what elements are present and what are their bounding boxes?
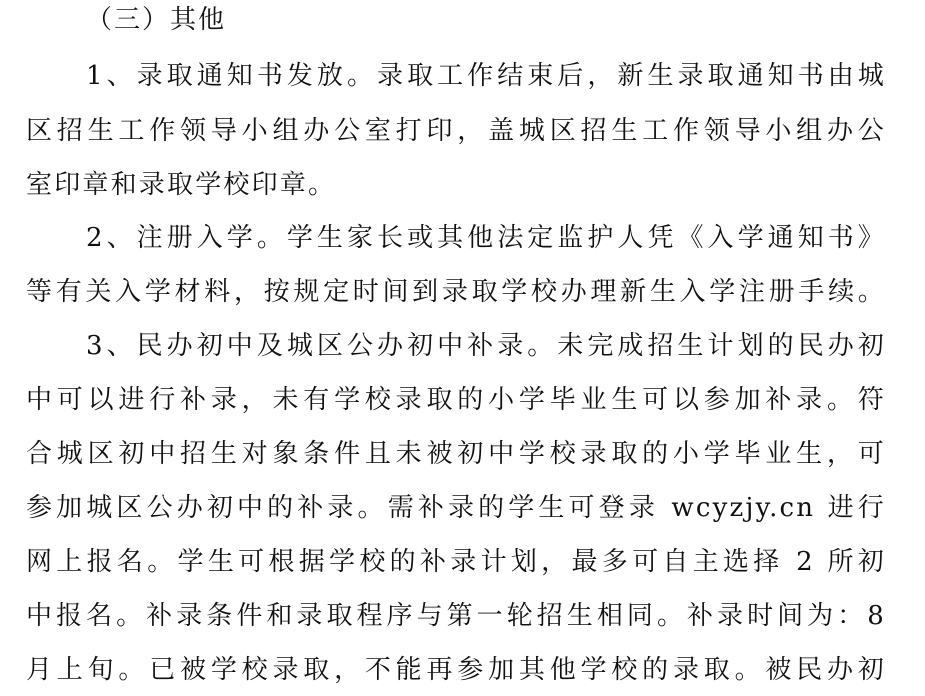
paragraph-1-line-3: 室印章和录取学校印章。 (26, 170, 337, 200)
paragraph-1-line-2: 区招生工作领导小组办公室打印，盖城区招生工作领导小组办公 (26, 116, 886, 146)
paragraph-3-line-1: 3、民办初中及城区公办初中补录。未完成招生计划的民办初 (86, 331, 886, 361)
section-heading: （三）其他 (86, 5, 227, 35)
paragraph-3-line-3: 合城区初中招生对象条件且未被初中学校录取的小学毕业生，可 (26, 439, 886, 469)
paragraph-3-line-4: 参加城区公办初中的补录。需补录的学生可登录 wcyzjy.cn 进行 (26, 493, 886, 523)
paragraph-3-line-2: 中可以进行补录，未有学校录取的小学毕业生可以参加补录。符 (26, 385, 886, 415)
paragraph-2-line-1: 2、注册入学。学生家长或其他法定监护人凭《入学通知书》 (86, 223, 886, 253)
paragraph-2-line-2: 等有关入学材料，按规定时间到录取学校办理新生入学注册手续。 (26, 277, 886, 307)
paragraph-3-line-6: 中报名。补录条件和录取程序与第一轮招生相同。补录时间为：8 (26, 601, 886, 631)
paragraph-3-line-7: 月上旬。已被学校录取，不能再参加其他学校的录取。被民办初 (26, 655, 886, 685)
paragraph-3-line-5: 网上报名。学生可根据学校的补录计划，最多可自主选择 2 所初 (26, 547, 886, 577)
paragraph-1-line-1: 1、录取通知书发放。录取工作结束后，新生录取通知书由城 (86, 61, 886, 91)
